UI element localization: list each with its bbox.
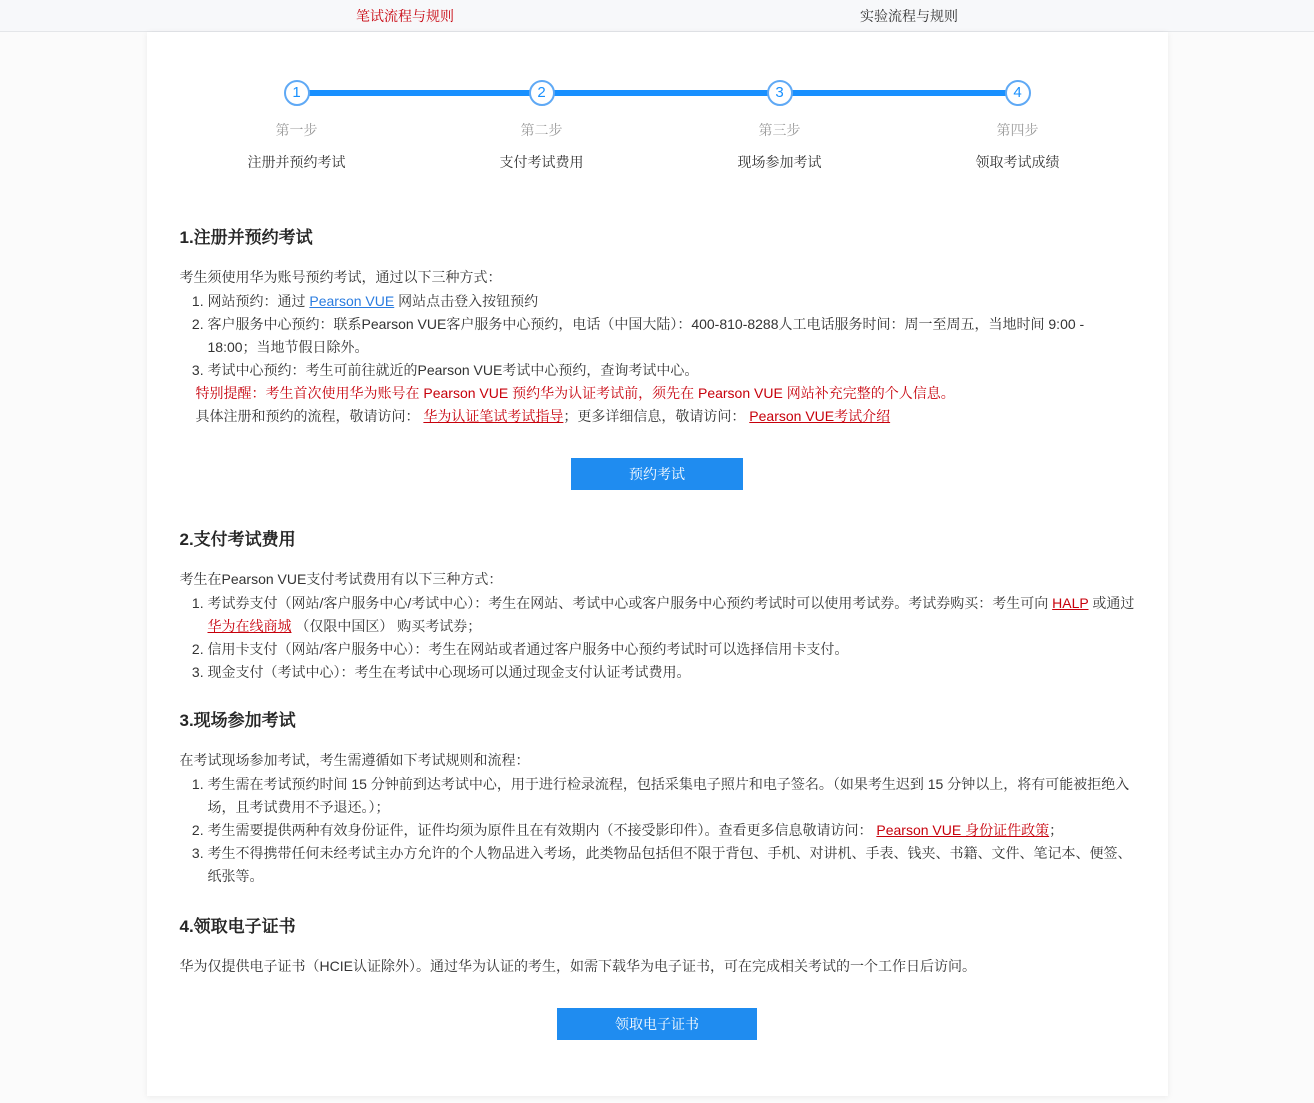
step-3-name: 现场参加考试 — [737, 154, 822, 170]
step-2-label: 第二步 — [520, 122, 563, 138]
list-item: 2. 客户服务中心预约：联系Pearson VUE客户服务中心预约，电话（中国大陆）：400-810-8288人工电话服务时间：周一至周五，当地时间 9:00 - 18:00；当地节假日除外。 — [208, 313, 1135, 359]
list-item: 2. 信用卡支付（网站/客户服务中心）：考生在网站或者通过客户服务中心预约考试时可以选择信用卡支付。 — [208, 638, 1135, 661]
note-line: 具体注册和预约的流程，敬请访问： 华为认证笔试考试指导；更多详细信息，敬请访问： Pearson VUE考试介绍 — [195, 408, 891, 424]
step-2-circle — [529, 80, 555, 106]
list-item: 3. 考生不得携带任何未经考试主办方允许的个人物品进入考场，此类物品包括但不限于背包、手机、对讲机、手表、钱夹、书籍、文件、笔记本、便签、纸张等。 — [208, 842, 1135, 888]
section-register-and-book — [180, 226, 1135, 490]
section-2-heading: 2.支付考试费用 — [179, 530, 296, 549]
step-4 — [923, 80, 1113, 172]
rules-content — [147, 226, 1168, 1080]
step-1-name: 注册并预约考试 — [247, 154, 346, 170]
pearson-vue-link[interactable]: Pearson VUE — [309, 293, 395, 309]
section-get-certificate — [180, 915, 1135, 1040]
step-2-number: 2 — [537, 84, 546, 101]
step-3 — [685, 80, 875, 172]
step-1 — [202, 80, 392, 172]
tab-lab-exam-rules[interactable]: 实验流程与规则 — [860, 7, 958, 24]
section-1-button-row — [180, 458, 1135, 490]
section-attend-exam — [180, 709, 1135, 888]
pearson-vue-exam-intro-link[interactable]: Pearson VUE考试介绍 — [749, 408, 891, 424]
tab-written-exam-rules[interactable]: 笔试流程与规则 — [356, 7, 454, 24]
step-1-circle — [284, 80, 310, 106]
get-certificate-button[interactable]: 领取电子证书 — [557, 1008, 757, 1040]
huawei-online-store-link[interactable]: 华为在线商城 — [207, 618, 292, 634]
section-1-list — [180, 290, 1135, 382]
section-3-list — [180, 773, 1135, 888]
list-item: 1. 考生需在考试预约时间 15 分钟前到达考试中心，用于进行检录流程，包括采集电子照片和电子签名。（如果考生迟到 15 分钟以上，将有可能被拒绝入场，且考试费用不予退还。）； — [208, 773, 1135, 819]
section-pay-exam-fee — [180, 528, 1135, 684]
section-4-heading: 4.领取电子证书 — [179, 917, 296, 936]
exam-process-stepper — [147, 32, 1168, 182]
step-1-label: 第一步 — [275, 122, 318, 138]
list-item: 3. 现金支付（考试中心）：考生在考试中心现场可以通过现金支付认证考试费用。 — [208, 661, 1135, 684]
content-card — [147, 32, 1168, 1096]
step-4-name: 领取考试成绩 — [975, 154, 1060, 170]
section-4-intro: 华为仅提供电子证书（HCIE认证除外）。通过华为认证的考生，如需下载华为电子证书，可在完成相关考试的一个工作日后访问。 — [179, 958, 976, 974]
section-4-button-row — [180, 1008, 1135, 1040]
step-2 — [447, 80, 637, 172]
stepper-connector-line — [297, 90, 1018, 96]
pearson-vue-id-policy-link[interactable]: Pearson VUE 身份证件政策 — [876, 822, 1050, 838]
step-1-number: 1 — [292, 84, 301, 101]
step-4-circle — [1005, 80, 1031, 106]
top-navigation — [0, 0, 1314, 32]
section-3-intro: 在考试现场参加考试，考生需遵循如下考试规则和流程： — [179, 752, 530, 768]
list-item: 3. 考试中心预约：考生可前往就近的Pearson VUE考试中心预约，查询考试中心。 — [208, 359, 1135, 382]
written-exam-guide-link[interactable]: 华为认证笔试考试指导 — [423, 408, 564, 424]
section-2-intro: 考生在Pearson VUE支付考试费用有以下三种方式： — [179, 571, 503, 587]
step-3-circle — [767, 80, 793, 106]
section-2-list — [180, 592, 1135, 684]
book-exam-button[interactable]: 预约考试 — [571, 458, 743, 490]
section-1-heading: 1.注册并预约考试 — [179, 228, 313, 247]
step-4-number: 4 — [1013, 84, 1022, 101]
note-line — [196, 382, 1135, 405]
section-1-notes — [196, 382, 1135, 428]
step-3-number: 3 — [775, 84, 784, 101]
step-3-label: 第三步 — [758, 122, 801, 138]
list-item: 1. 考试券支付（网站/客户服务中心/考试中心）：考生在网站、考试中心或客户服务中心预约考试时可以使用考试券。考试券购买：考生可向 HALP 或通过 华为在线商城 （仅限中国区） 购买考试券； — [208, 592, 1135, 638]
list-item: 1. 网站预约：通过 Pearson VUE 网站点击登入按钮预约 — [208, 290, 1135, 313]
section-3-heading: 3.现场参加考试 — [179, 711, 296, 730]
halp-link[interactable]: HALP — [1052, 595, 1089, 611]
step-4-label: 第四步 — [996, 122, 1039, 138]
special-reminder-text: 特别提醒：考生首次使用华为账号在 Pearson VUE 预约华为认证考试前，须先在 Pearson VUE 网站补充完整的个人信息。 — [195, 385, 955, 401]
step-2-name: 支付考试费用 — [499, 154, 584, 170]
list-item: 2. 考生需要提供两种有效身份证件，证件均须为原件且在有效期内（不接受影印件）。查看更多信息敬请访问： Pearson VUE 身份证件政策； — [208, 819, 1135, 842]
section-1-intro: 考生须使用华为账号预约考试，通过以下三种方式： — [179, 269, 502, 285]
